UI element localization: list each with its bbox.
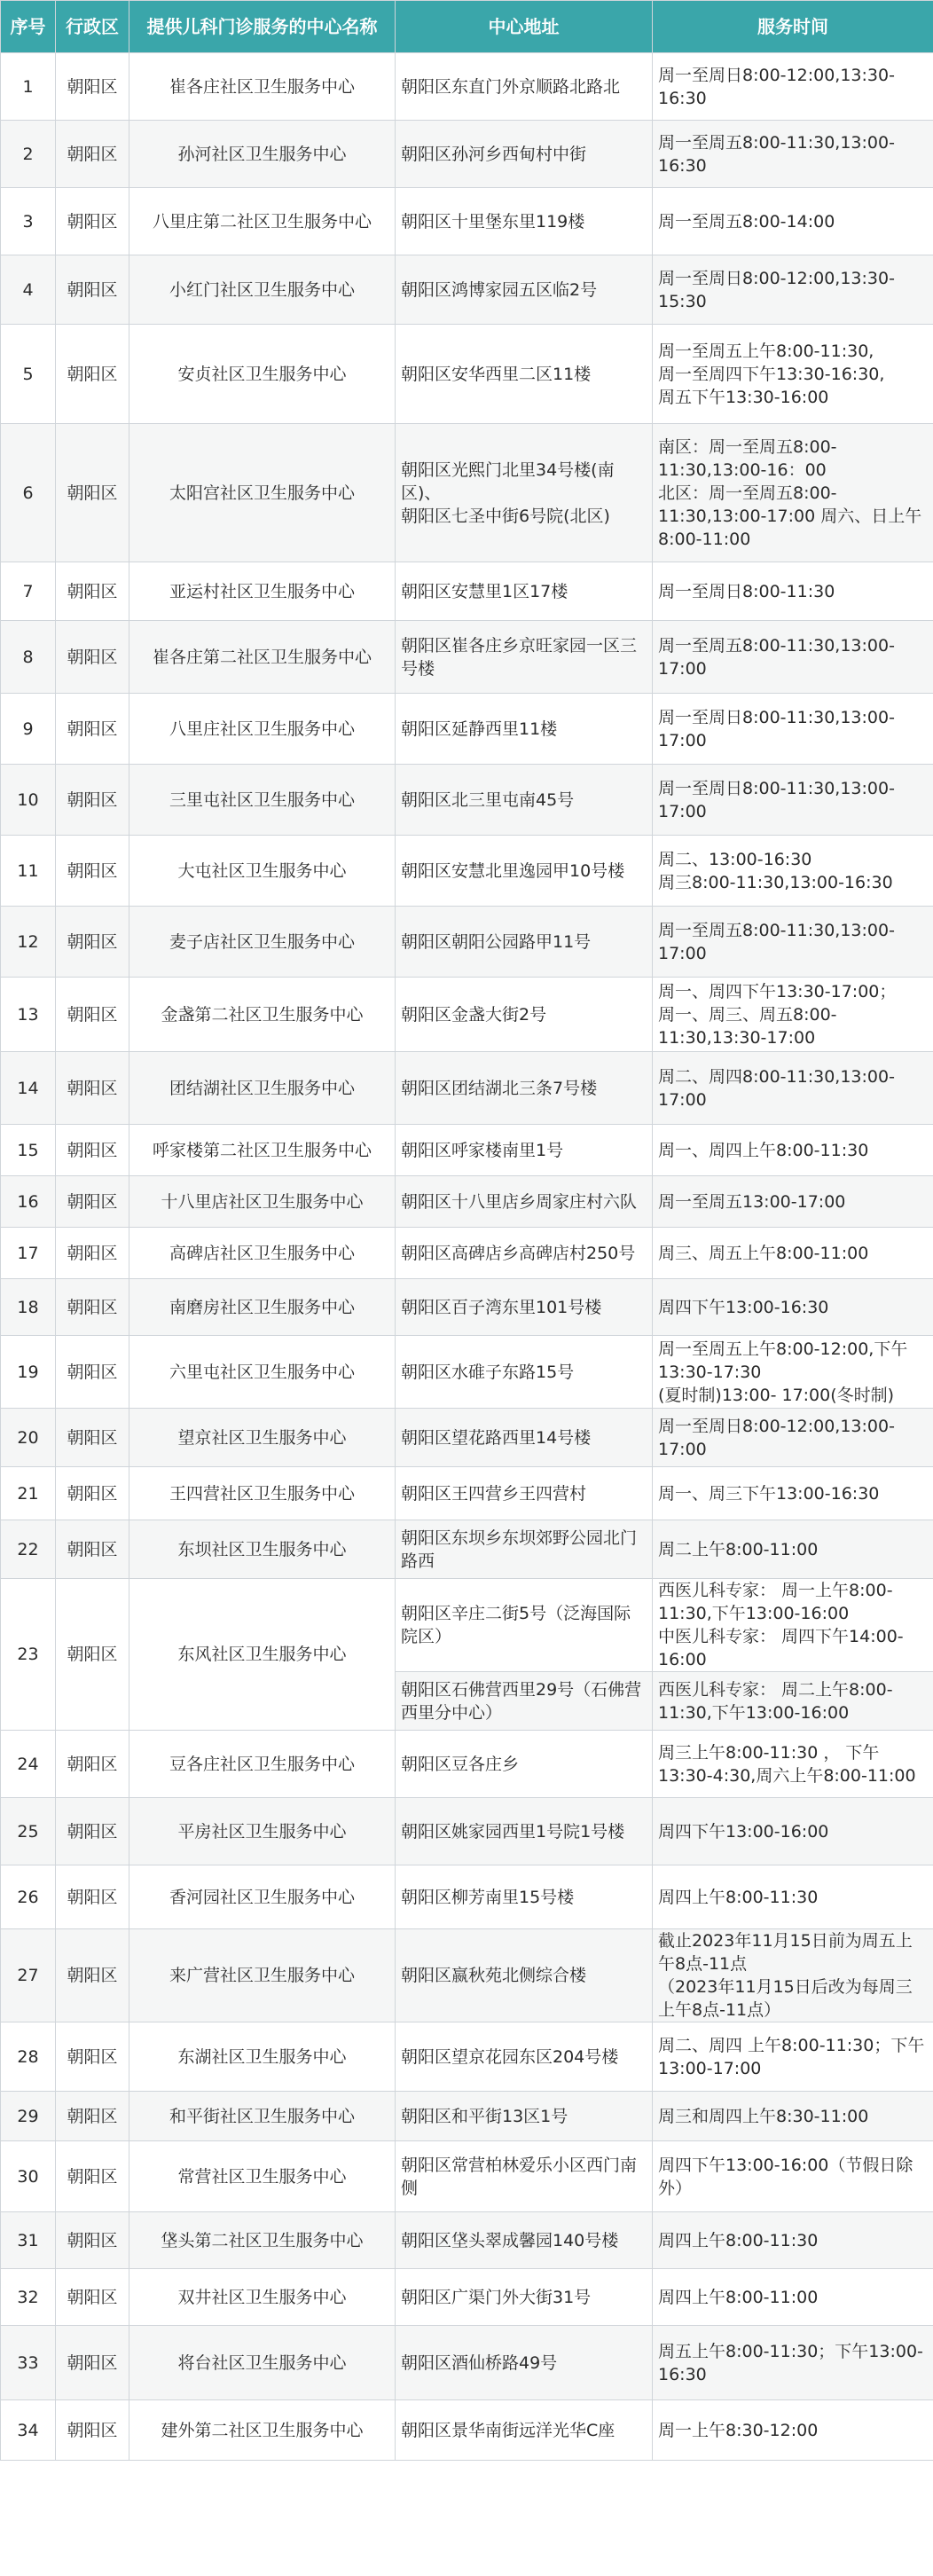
service-time-cell: 周一至周日8:00-11:30,13:00-17:00 [653, 765, 933, 836]
address-cell: 朝阳区朝阳公园路甲11号 [396, 907, 653, 978]
district-cell: 朝阳区 [56, 836, 129, 907]
address-cell: 朝阳区嬴秋苑北侧综合楼 [396, 1929, 653, 2022]
table-row [1, 562, 933, 621]
service-time-cell: 周五上午8:00-11:30；下午13:00-16:30 [653, 2326, 933, 2400]
center-name-cell: 高碑店社区卫生服务中心 [129, 1228, 396, 1279]
address-cell: 朝阳区辛庄二街5号（泛海国际院区） [396, 1579, 653, 1672]
service-time-cell: 周一至周日8:00-12:00,13:30-16:30 [653, 53, 933, 121]
row-number: 31 [1, 2212, 56, 2269]
table-row [1, 255, 933, 325]
row-number: 18 [1, 1279, 56, 1336]
center-name-cell: 呼家楼第二社区卫生服务中心 [129, 1125, 396, 1176]
row-number: 6 [1, 424, 56, 562]
row-number: 10 [1, 765, 56, 836]
header-service-time: 服务时间 [653, 1, 933, 53]
district-cell: 朝阳区 [56, 907, 129, 978]
row-number: 8 [1, 621, 56, 694]
header-district: 行政区 [56, 1, 129, 53]
header-no: 序号 [1, 1, 56, 53]
address-cell: 朝阳区安华西里二区11楼 [396, 325, 653, 424]
service-time-cell: 周二、13:00-16:30 周三8:00-11:30,13:00-16:30 [653, 836, 933, 907]
table-row [1, 1052, 933, 1125]
district-cell: 朝阳区 [56, 1929, 129, 2022]
address-cell: 朝阳区呼家楼南里1号 [396, 1125, 653, 1176]
row-number: 22 [1, 1520, 56, 1579]
table-row [1, 1176, 933, 1228]
district-cell: 朝阳区 [56, 2092, 129, 2141]
district-cell: 朝阳区 [56, 1409, 129, 1467]
center-name-cell: 东风社区卫生服务中心 [129, 1579, 396, 1731]
center-name-cell: 建外第二社区卫生服务中心 [129, 2400, 396, 2461]
table-row [1, 325, 933, 424]
table-row [1, 1228, 933, 1279]
district-cell: 朝阳区 [56, 1731, 129, 1798]
table-row [1, 53, 933, 121]
row-number: 23 [1, 1579, 56, 1731]
district-cell: 朝阳区 [56, 765, 129, 836]
district-cell: 朝阳区 [56, 255, 129, 325]
service-time-cell: 周一上午8:30-12:00 [653, 2400, 933, 2461]
table-row [1, 1798, 933, 1865]
table-row [1, 1467, 933, 1520]
address-cell: 朝阳区鸿博家园五区临2号 [396, 255, 653, 325]
district-cell: 朝阳区 [56, 2212, 129, 2269]
service-time-cell: 周一、周三下午13:00-16:30 [653, 1467, 933, 1520]
address-cell: 朝阳区广渠门外大街31号 [396, 2269, 653, 2326]
center-name-cell: 王四营社区卫生服务中心 [129, 1467, 396, 1520]
table-header [1, 1, 933, 53]
table-row [1, 2022, 933, 2092]
row-number: 7 [1, 562, 56, 621]
center-name-cell: 亚运村社区卫生服务中心 [129, 562, 396, 621]
service-time-cell: 周三、周五上午8:00-11:00 [653, 1228, 933, 1279]
table-row [1, 188, 933, 255]
center-name-cell: 崔各庄社区卫生服务中心 [129, 53, 396, 121]
service-time-cell: 周四上午8:00-11:30 [653, 1865, 933, 1929]
table-row [1, 2326, 933, 2400]
service-time-cell: 西医儿科专家： 周二上午8:00-11:30,下午13:00-16:00 [653, 1672, 933, 1731]
service-time-cell: 周一至周五13:00-17:00 [653, 1176, 933, 1228]
service-time-cell: 周四下午13:00-16:30 [653, 1279, 933, 1336]
center-name-cell: 麦子店社区卫生服务中心 [129, 907, 396, 978]
center-name-cell: 来广营社区卫生服务中心 [129, 1929, 396, 2022]
district-cell: 朝阳区 [56, 1228, 129, 1279]
district-cell: 朝阳区 [56, 1176, 129, 1228]
table-row [1, 978, 933, 1052]
table-row [1, 694, 933, 765]
address-cell: 朝阳区和平街13区1号 [396, 2092, 653, 2141]
row-number: 13 [1, 978, 56, 1052]
row-number: 15 [1, 1125, 56, 1176]
row-number: 12 [1, 907, 56, 978]
district-cell: 朝阳区 [56, 1579, 129, 1731]
service-time-cell: 周一至周五上午8:00-11:30, 周一至周四下午13:30-16:30, 周五下午13:30-16:00 [653, 325, 933, 424]
table-row [1, 1125, 933, 1176]
address-cell: 朝阳区姚家园西里1号院1号楼 [396, 1798, 653, 1865]
address-cell: 朝阳区东直门外京顺路北路北 [396, 53, 653, 121]
address-cell: 朝阳区孙河乡西甸村中街 [396, 121, 653, 188]
row-number: 11 [1, 836, 56, 907]
district-cell: 朝阳区 [56, 1467, 129, 1520]
center-name-cell: 八里庄第二社区卫生服务中心 [129, 188, 396, 255]
service-time-cell: 周四上午8:00-11:00 [653, 2269, 933, 2326]
district-cell: 朝阳区 [56, 562, 129, 621]
row-number: 17 [1, 1228, 56, 1279]
service-time-cell: 周一至周五8:00-11:30,13:00-17:00 [653, 621, 933, 694]
address-cell: 朝阳区高碑店乡高碑店村250号 [396, 1228, 653, 1279]
service-time-cell: 周一至周日8:00-11:30,13:00-17:00 [653, 694, 933, 765]
table-row [1, 1520, 933, 1579]
table-row [1, 121, 933, 188]
address-cell: 朝阳区金盏大街2号 [396, 978, 653, 1052]
center-name-cell: 将台社区卫生服务中心 [129, 2326, 396, 2400]
district-cell: 朝阳区 [56, 121, 129, 188]
center-name-cell: 望京社区卫生服务中心 [129, 1409, 396, 1467]
service-time-cell: 周一至周日8:00-12:00,13:30-15:30 [653, 255, 933, 325]
district-cell: 朝阳区 [56, 188, 129, 255]
center-name-cell: 三里屯社区卫生服务中心 [129, 765, 396, 836]
table-row [1, 1865, 933, 1929]
table-row [1, 1731, 933, 1798]
center-name-cell: 八里庄社区卫生服务中心 [129, 694, 396, 765]
table-body [1, 53, 933, 2461]
district-cell: 朝阳区 [56, 1865, 129, 1929]
address-cell: 朝阳区豆各庄乡 [396, 1731, 653, 1798]
row-number: 20 [1, 1409, 56, 1467]
service-time-cell: 西医儿科专家： 周一上午8:00-11:30,下午13:00-16:00 中医儿科专家： 周四下午14:00-16:00 [653, 1579, 933, 1672]
service-time-cell: 周一、周四下午13:30-17:00； 周一、周三、周五8:00-11:30,13:30-17:00 [653, 978, 933, 1052]
address-cell: 朝阳区十里堡东里119楼 [396, 188, 653, 255]
row-number: 29 [1, 2092, 56, 2141]
district-cell: 朝阳区 [56, 1336, 129, 1409]
service-time-cell: 周四上午8:00-11:30 [653, 2212, 933, 2269]
district-cell: 朝阳区 [56, 2326, 129, 2400]
table-row [1, 2400, 933, 2461]
service-time-cell: 周一至周日8:00-12:00,13:00-17:00 [653, 1409, 933, 1467]
district-cell: 朝阳区 [56, 2141, 129, 2212]
center-name-cell: 南磨房社区卫生服务中心 [129, 1279, 396, 1336]
address-cell: 朝阳区百子湾东里101号楼 [396, 1279, 653, 1336]
row-number: 1 [1, 53, 56, 121]
address-cell: 朝阳区团结湖北三条7号楼 [396, 1052, 653, 1125]
row-number: 4 [1, 255, 56, 325]
center-name-cell: 金盏第二社区卫生服务中心 [129, 978, 396, 1052]
service-time-cell: 周一至周五8:00-14:00 [653, 188, 933, 255]
center-name-cell: 豆各庄社区卫生服务中心 [129, 1731, 396, 1798]
address-cell: 朝阳区常营柏林爱乐小区西门南侧 [396, 2141, 653, 2212]
row-number: 34 [1, 2400, 56, 2461]
row-number: 30 [1, 2141, 56, 2212]
center-name-cell: 东湖社区卫生服务中心 [129, 2022, 396, 2092]
address-cell: 朝阳区十八里店乡周家庄村六队 [396, 1176, 653, 1228]
table-row [1, 2141, 933, 2212]
header-address: 中心地址 [396, 1, 653, 53]
table-row [1, 1579, 933, 1672]
district-cell: 朝阳区 [56, 1125, 129, 1176]
table-row [1, 2212, 933, 2269]
row-number: 24 [1, 1731, 56, 1798]
district-cell: 朝阳区 [56, 424, 129, 562]
service-time-cell: 周一至周五上午8:00-12:00,下午13:30-17:30 (夏时制)13:00- 17:00(冬时制) [653, 1336, 933, 1409]
center-name-cell: 垡头第二社区卫生服务中心 [129, 2212, 396, 2269]
row-number: 3 [1, 188, 56, 255]
row-number: 14 [1, 1052, 56, 1125]
center-name-cell: 双井社区卫生服务中心 [129, 2269, 396, 2326]
district-cell: 朝阳区 [56, 1520, 129, 1579]
row-number: 33 [1, 2326, 56, 2400]
district-cell: 朝阳区 [56, 1798, 129, 1865]
district-cell: 朝阳区 [56, 2022, 129, 2092]
service-time-cell: 南区：周一至周五8:00-11:30,13:00-16：00 北区：周一至周五8:00-11:30,13:00-17:00 周六、日上午8:00-11:00 [653, 424, 933, 562]
address-cell: 朝阳区望花路西里14号楼 [396, 1409, 653, 1467]
center-name-cell: 小红门社区卫生服务中心 [129, 255, 396, 325]
address-cell: 朝阳区安慧北里逸园甲10号楼 [396, 836, 653, 907]
center-name-cell: 孙河社区卫生服务中心 [129, 121, 396, 188]
district-cell: 朝阳区 [56, 694, 129, 765]
service-time-cell: 周一至周日8:00-11:30 [653, 562, 933, 621]
center-name-cell: 常营社区卫生服务中心 [129, 2141, 396, 2212]
district-cell: 朝阳区 [56, 325, 129, 424]
row-number: 27 [1, 1929, 56, 2022]
service-time-cell: 截止2023年11月15日前为周五上午8点-11点 （2023年11月15日后改为每周三上午8点-11点） [653, 1929, 933, 2022]
row-number: 28 [1, 2022, 56, 2092]
address-cell: 朝阳区石佛营西里29号（石佛营西里分中心） [396, 1672, 653, 1731]
center-name-cell: 安贞社区卫生服务中心 [129, 325, 396, 424]
service-time-cell: 周一、周四上午8:00-11:30 [653, 1125, 933, 1176]
address-cell: 朝阳区柳芳南里15号楼 [396, 1865, 653, 1929]
table-row [1, 1929, 933, 2022]
center-name-cell: 太阳宫社区卫生服务中心 [129, 424, 396, 562]
address-cell: 朝阳区北三里屯南45号 [396, 765, 653, 836]
service-time-cell: 周四下午13:00-16:00 [653, 1798, 933, 1865]
service-time-cell: 周二、周四 上午8:00-11:30；下午13:00-17:00 [653, 2022, 933, 2092]
service-time-cell: 周二、周四8:00-11:30,13:00-17:00 [653, 1052, 933, 1125]
center-name-cell: 平房社区卫生服务中心 [129, 1798, 396, 1865]
district-cell: 朝阳区 [56, 53, 129, 121]
table-row [1, 907, 933, 978]
service-time-cell: 周一至周五8:00-11:30,13:00-16:30 [653, 121, 933, 188]
address-cell: 朝阳区垡头翠成馨园140号楼 [396, 2212, 653, 2269]
table-row [1, 1279, 933, 1336]
address-cell: 朝阳区景华南街远洋光华C座 [396, 2400, 653, 2461]
service-time-cell: 周三上午8:00-11:30 ， 下午13:30-4:30,周六上午8:00-11:00 [653, 1731, 933, 1798]
table-row [1, 765, 933, 836]
row-number: 2 [1, 121, 56, 188]
center-name-cell: 六里屯社区卫生服务中心 [129, 1336, 396, 1409]
center-name-cell: 崔各庄第二社区卫生服务中心 [129, 621, 396, 694]
district-cell: 朝阳区 [56, 1052, 129, 1125]
row-number: 19 [1, 1336, 56, 1409]
district-cell: 朝阳区 [56, 1279, 129, 1336]
table-row [1, 424, 933, 562]
address-cell: 朝阳区延静西里11楼 [396, 694, 653, 765]
table-row [1, 1409, 933, 1467]
row-number: 26 [1, 1865, 56, 1929]
row-number: 32 [1, 2269, 56, 2326]
service-time-cell: 周三和周四上午8:30-11:00 [653, 2092, 933, 2141]
table-row [1, 1336, 933, 1409]
center-name-cell: 香河园社区卫生服务中心 [129, 1865, 396, 1929]
center-name-cell: 团结湖社区卫生服务中心 [129, 1052, 396, 1125]
center-name-cell: 东坝社区卫生服务中心 [129, 1520, 396, 1579]
address-cell: 朝阳区王四营乡王四营村 [396, 1467, 653, 1520]
address-cell: 朝阳区光熙门北里34号楼(南区)、 朝阳区七圣中街6号院(北区) [396, 424, 653, 562]
row-number: 16 [1, 1176, 56, 1228]
service-time-cell: 周二上午8:00-11:00 [653, 1520, 933, 1579]
header-center-name: 提供儿科门诊服务的中心名称 [129, 1, 396, 53]
table-row [1, 2269, 933, 2326]
row-number: 25 [1, 1798, 56, 1865]
center-name-cell: 十八里店社区卫生服务中心 [129, 1176, 396, 1228]
address-cell: 朝阳区东坝乡东坝郊野公园北门路西 [396, 1520, 653, 1579]
row-number: 9 [1, 694, 56, 765]
table-row [1, 836, 933, 907]
service-time-cell: 周一至周五8:00-11:30,13:00-17:00 [653, 907, 933, 978]
address-cell: 朝阳区酒仙桥路49号 [396, 2326, 653, 2400]
row-number: 21 [1, 1467, 56, 1520]
row-number: 5 [1, 325, 56, 424]
center-name-cell: 和平街社区卫生服务中心 [129, 2092, 396, 2141]
district-cell: 朝阳区 [56, 2269, 129, 2326]
table-row [1, 621, 933, 694]
district-cell: 朝阳区 [56, 978, 129, 1052]
address-cell: 朝阳区安慧里1区17楼 [396, 562, 653, 621]
address-cell: 朝阳区望京花园东区204号楼 [396, 2022, 653, 2092]
district-cell: 朝阳区 [56, 2400, 129, 2461]
district-cell: 朝阳区 [56, 621, 129, 694]
center-name-cell: 大屯社区卫生服务中心 [129, 836, 396, 907]
address-cell: 朝阳区崔各庄乡京旺家园一区三号楼 [396, 621, 653, 694]
table-row [1, 2092, 933, 2141]
address-cell: 朝阳区水碓子东路15号 [396, 1336, 653, 1409]
service-time-cell: 周四下午13:00-16:00（节假日除外） [653, 2141, 933, 2212]
